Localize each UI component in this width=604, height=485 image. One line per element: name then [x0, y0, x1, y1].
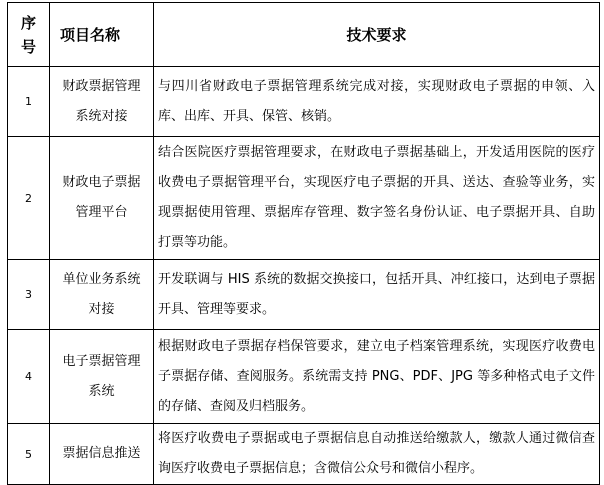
table-row [8, 260, 600, 330]
row-number: 5 [8, 424, 50, 485]
technical-requirement: 根据财政电子票据存档保管要求，建立电子档案管理系统，实现医疗收费电子票据存储、查阅服务。系统需支持 PNG、PDF、JPG 等多种格式电子文件的存储、查阅及归档服务。 [154, 330, 600, 424]
table-row [8, 137, 600, 260]
technical-requirements-table [7, 2, 600, 485]
technical-requirement: 开发联调与 HIS 系统的数据交换接口，包括开具、冲红接口，达到电子票据开具、管理等要求。 [154, 260, 600, 330]
header-technical-requirements: 技术要求 [154, 3, 600, 67]
project-name-text: 电子票据管理系统 [62, 353, 141, 399]
technical-requirement: 结合医院医疗票据管理要求，在财政电子票据基础上，开发适用医院的医疗收费电子票据管理平台，实现医疗电子票据的开具、送达、查验等业务，实现票据使用管理、票据库存管理、数字签名身份认证、电子票据开具、自助打票等功能。 [154, 137, 600, 260]
header-row [8, 3, 600, 67]
row-number: 4 [8, 330, 50, 424]
table-row [8, 330, 600, 424]
header-serial-number [8, 3, 50, 67]
table-row [8, 424, 600, 485]
table-row [8, 67, 600, 137]
row-number: 3 [8, 260, 50, 330]
project-name [50, 137, 154, 260]
header-project-name: 项目名称 [50, 3, 154, 67]
row-number: 1 [8, 67, 50, 137]
project-name-text: 票据信息推送 [62, 446, 141, 461]
header-serial-number-text: 序号 [20, 13, 36, 56]
project-name-text: 财政电子票据管理平台 [62, 175, 141, 220]
project-name-text: 财政票据管理系统对接 [62, 78, 141, 124]
project-name [50, 260, 154, 330]
technical-requirement: 与四川省财政电子票据管理系统完成对接，实现财政电子票据的申领、入库、出库、开具、保管、核销。 [154, 67, 600, 137]
project-name-text: 单位业务系统对接 [62, 271, 141, 317]
project-name [50, 424, 154, 485]
row-number: 2 [8, 137, 50, 260]
project-name [50, 67, 154, 137]
technical-requirement: 将医疗收费电子票据或电子票据信息自动推送给缴款人，缴款人通过微信查询医疗收费电子票据信息；含微信公众号和微信小程序。 [154, 424, 600, 485]
project-name [50, 330, 154, 424]
